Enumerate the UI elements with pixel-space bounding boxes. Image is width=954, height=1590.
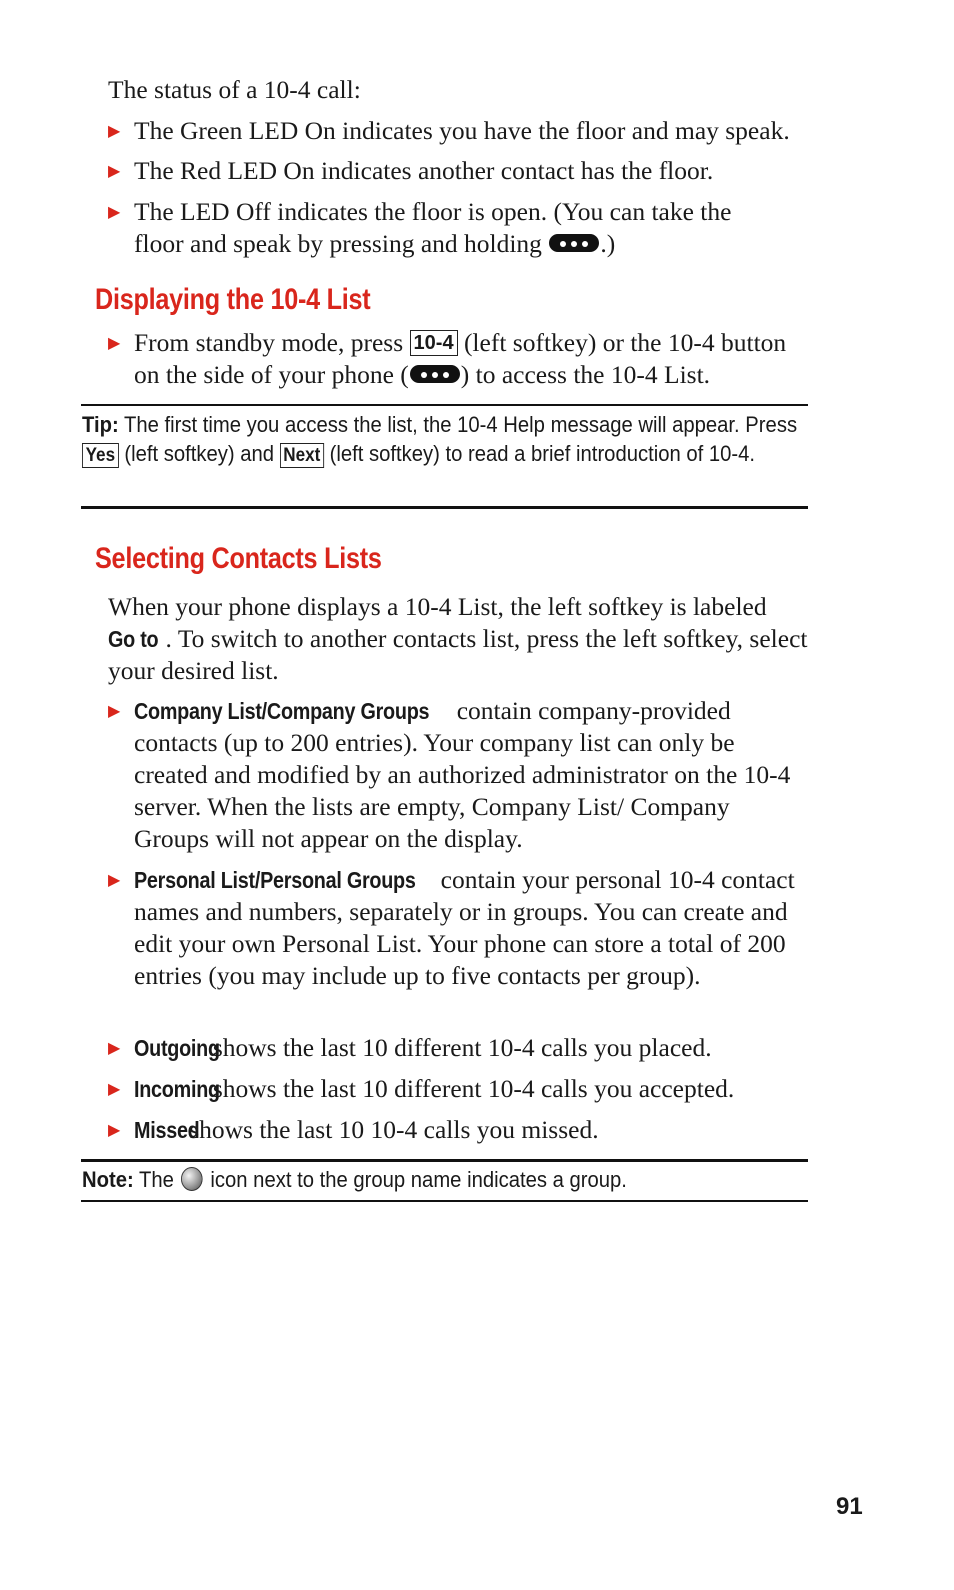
bullet-text: (left softkey) or the 10-4 button on the side of your phone (: [134, 328, 787, 389]
status-bullet-off: [108, 196, 818, 260]
tip-text-container: [82, 410, 807, 468]
bullet-text-container: [134, 1073, 818, 1105]
bullet-end-text: .): [600, 229, 616, 258]
bullet-text: The Green LED On indicates you have the floor and may speak.: [134, 116, 790, 145]
tip-box: [82, 410, 808, 468]
bullet-text-container: [134, 864, 814, 992]
right-triangle-icon: ▶: [108, 1079, 121, 1098]
tip-text: The first time you access the list, the 10-4 Help message will appear. Press: [124, 412, 798, 437]
softkey-10-4-label: 10-4: [410, 330, 458, 356]
bullet-text-container: [134, 196, 774, 260]
item-text: contain company-provided contacts (up to 200 entries). Your company list can only be created and modified by an authorized administrator on the 10-4 server. When the lists are empty, Company List/ Company Groups will not appear on the display.: [134, 696, 791, 853]
selecting-intro: [108, 591, 808, 687]
bullet-text-container: [134, 695, 809, 855]
item-text: contain your personal 10-4 contact names and numbers, separately or in groups. You can create and edit your own Personal List. Your phone can store a total of 200 entries (you may include up to five contacts per group).: [134, 865, 795, 990]
softkey-next-label: Next: [280, 443, 324, 468]
para-text: . To switch to another contacts list, press the left softkey, select your desired list.: [108, 624, 808, 685]
right-triangle-icon: ▶: [108, 121, 121, 140]
section-heading-selecting: Selecting Contacts Lists: [95, 542, 382, 575]
bullet-text-container: [134, 1032, 818, 1064]
note-top-rule: [81, 1159, 808, 1162]
status-bullet-red: [108, 155, 818, 187]
bullet-text-container: [134, 327, 814, 391]
page-number: 91: [836, 1493, 863, 1520]
note-text: The: [139, 1167, 174, 1192]
para-text: When your phone displays a 10-4 List, the left softkey is labeled: [108, 592, 767, 621]
item-term: Company List/Company Groups: [134, 698, 430, 724]
tip-label: Tip:: [82, 412, 119, 437]
ptt-button-icon: [410, 365, 460, 383]
bullet-text-container: [134, 1114, 818, 1146]
note-box: [82, 1165, 808, 1194]
item-term: Missed: [134, 1117, 200, 1143]
note-text: icon next to the group name indicates a group.: [210, 1167, 627, 1192]
list-item-missed: [108, 1114, 818, 1146]
right-triangle-icon: ▶: [108, 1038, 121, 1057]
list-item-outgoing: [108, 1032, 818, 1064]
status-bullet-green: [108, 115, 818, 147]
note-label: Note:: [82, 1167, 134, 1192]
tip-bottom-rule: [81, 506, 808, 509]
item-term: Personal List/Personal Groups: [134, 867, 416, 893]
display-bullet: [108, 327, 818, 391]
item-text: shows the last 10 different 10-4 calls you accepted.: [212, 1074, 735, 1103]
tip-text: (left softkey) and: [124, 441, 275, 466]
right-triangle-icon: ▶: [108, 333, 121, 352]
note-bottom-rule: [81, 1200, 808, 1202]
right-triangle-icon: ▶: [108, 161, 121, 180]
status-intro: The status of a 10-4 call:: [108, 75, 361, 104]
tip-top-rule: [81, 404, 808, 406]
bullet-text: ) to access the 10-4 List.: [460, 360, 711, 389]
item-term: Incoming: [134, 1076, 220, 1102]
softkey-yes-label: Yes: [82, 443, 119, 468]
note-text-container: [82, 1165, 807, 1194]
section-heading-displaying: Displaying the 10-4 List: [95, 283, 371, 316]
tip-text: (left softkey) to read a brief introduction of 10-4.: [329, 441, 756, 466]
group-globe-icon: [181, 1167, 203, 1191]
ptt-button-icon: [549, 234, 599, 252]
right-triangle-icon: ▶: [108, 701, 121, 720]
item-text: shows the last 10 10-4 calls you missed.: [189, 1115, 599, 1144]
right-triangle-icon: ▶: [108, 870, 121, 889]
right-triangle-icon: ▶: [108, 1120, 121, 1139]
list-item-incoming: [108, 1073, 818, 1105]
item-term: Outgoing: [134, 1035, 220, 1061]
list-item-personal: [108, 864, 818, 992]
right-triangle-icon: ▶: [108, 202, 121, 221]
bullet-text: From standby mode, press: [134, 328, 404, 357]
item-text: shows the last 10 different 10-4 calls you placed.: [212, 1033, 712, 1062]
bullet-text: The LED Off indicates the floor is open. (You can take the floor and speak by pressing and holding: [134, 197, 732, 258]
goto-term: Go to: [108, 626, 159, 652]
bullet-text: The Red LED On indicates another contact has the floor.: [134, 156, 714, 185]
list-item-company: [108, 695, 818, 855]
